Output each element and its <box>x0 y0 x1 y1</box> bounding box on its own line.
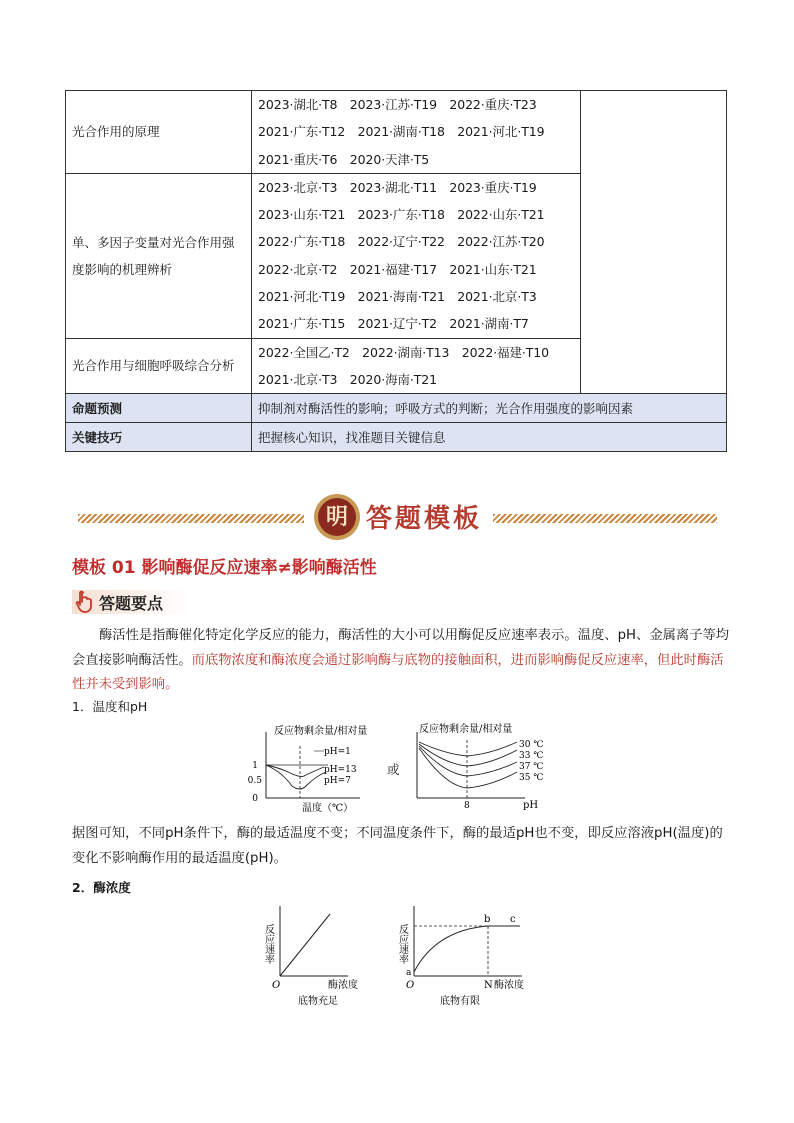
ref-line: 2021·重庆·T6 2020·天津·T5 <box>258 151 430 167</box>
para1-highlight: 而底物浓度和酶浓度会通过影响酶与底物的接触面积，进而影响酶促反应速率，但此时酶活性并未受到影响。 <box>72 652 724 692</box>
y-axis-label: 反应物剩余量/相对量 <box>274 726 368 737</box>
section-title: 模板 01 影响酶促反应速率≠影响酶活性 <box>72 558 377 578</box>
tick-label: 8 <box>464 801 470 811</box>
y-axis-label: 反应速率 <box>262 924 274 964</box>
forecast-row <box>66 394 727 423</box>
refs-cell <box>252 338 581 394</box>
topic-cell: 光合作用与细胞呼吸综合分析 <box>66 338 252 394</box>
badge-glyph: 明 <box>318 498 356 536</box>
paragraph-2: 据图可知，不同pH条件下，酶的最适温度不变；不同温度条件下，酶的最适pH也不变，即反应溶液pH(温度)的变化不影响酶作用的最适温度(pH)。 <box>72 826 723 866</box>
pointing-hand-icon <box>74 590 96 614</box>
x-axis-label: 酶浓度 <box>494 980 524 991</box>
banner-badge <box>314 494 360 540</box>
ref-line: 2022·北京·T2 2021·福建·T17 2021·山东·T21 <box>258 261 537 277</box>
skill-row <box>66 423 727 452</box>
temperature-curve-figure <box>240 720 385 820</box>
item-2-heading: 2．酶浓度 <box>72 880 131 895</box>
tick-label: 0.5 <box>247 776 262 786</box>
item-1-heading: 1．温度和pH <box>72 699 148 714</box>
caption: 底物充足 <box>298 996 338 1007</box>
refs-cell <box>252 91 581 174</box>
curve-label: pH=13 <box>324 765 357 775</box>
empty-cell <box>580 91 726 394</box>
paragraph-1 <box>72 624 732 698</box>
ref-line: 2021·北京·T3 2020·海南·T21 <box>258 371 437 387</box>
curve-37C <box>419 746 517 776</box>
x-axis-label: pH <box>523 800 539 811</box>
ref-line: 2021·广东·T15 2021·辽宁·T2 2021·湖南·T7 <box>258 316 529 332</box>
curve-label: 30 ℃ <box>519 740 544 750</box>
ref-line: 2021·广东·T12 2021·湖南·T18 2021·河北·T19 <box>258 124 545 140</box>
enzyme-limited-figure <box>392 900 542 1010</box>
sub-title: 答题要点 <box>99 594 164 613</box>
curve-label: pH=1 <box>324 747 351 757</box>
topic-cell: 光合作用的原理 <box>66 91 252 174</box>
forecast-label: 命题预测 <box>66 394 252 423</box>
ref-line: 2021·河北·T19 2021·海南·T21 2021·北京·T3 <box>258 289 537 305</box>
ref-line: 2022·广东·T18 2022·辽宁·T22 2022·江苏·T20 <box>258 234 545 250</box>
origin-label: O <box>272 980 281 991</box>
point-label: a <box>406 968 412 978</box>
curve-pH13 <box>266 765 324 777</box>
banner-right-rule <box>493 514 717 523</box>
or-text: 或 <box>387 762 400 777</box>
para1-text: 酶活性是指酶催化特定化学反应的能力，酶活性的大小可以用酶促反应速率表示。温度、pH、金属离子等均会直接影响酶活性。 <box>72 628 730 668</box>
banner-title: 答题模板 <box>366 504 483 534</box>
point-label: c <box>510 914 516 925</box>
exam-topics-table <box>65 90 727 452</box>
ref-line: 2023·山东·T21 2023·广东·T18 2022·山东·T21 <box>258 207 545 223</box>
curve-label: 35 ℃ <box>519 773 544 783</box>
refs-cell <box>252 173 581 338</box>
ph-curve-figure <box>405 720 555 820</box>
x-axis-label: 温度（℃） <box>302 803 354 814</box>
curve-33C <box>419 744 517 766</box>
point-label: b <box>484 914 491 925</box>
topic-cell: 单、多因子变量对光合作用强度影响的机理辨析 <box>66 173 252 338</box>
curve-label: 33 ℃ <box>519 751 544 761</box>
caption: 底物有限 <box>440 996 480 1007</box>
linear-curve <box>280 914 330 976</box>
curve-pH7 <box>266 765 326 789</box>
skill-label: 关键技巧 <box>66 423 252 452</box>
y-axis-label: 反应物剩余量/相对量 <box>419 724 513 735</box>
x-axis-label: 酶浓度 <box>328 980 358 991</box>
point-label: N <box>484 980 493 991</box>
skill-text: 把握核心知识，找准题目关键信息 <box>252 423 727 452</box>
ref-line: 2023·湖北·T8 2023·江苏·T19 2022·重庆·T23 <box>258 97 537 112</box>
tick-label: 0 <box>252 794 258 804</box>
y-axis-label: 反应速率 <box>396 924 408 964</box>
ref-line: 2023·北京·T3 2023·湖北·T11 2023·重庆·T19 <box>258 179 537 195</box>
banner-left-rule <box>78 514 304 523</box>
curve-label: 37 ℃ <box>519 762 544 772</box>
tick-label: 1 <box>252 761 258 771</box>
saturation-curve <box>414 926 488 972</box>
ref-line: 2022·全国乙·T2 2022·湖南·T13 2022·福建·T10 <box>258 344 549 360</box>
origin-label: O <box>406 980 415 991</box>
enzyme-sufficient-figure <box>258 900 378 1010</box>
forecast-text: 抑制剂对酶活性的影响；呼吸方式的判断；光合作用强度的影响因素 <box>252 394 727 423</box>
curve-label: pH=7 <box>324 776 351 786</box>
table-row <box>66 91 727 174</box>
